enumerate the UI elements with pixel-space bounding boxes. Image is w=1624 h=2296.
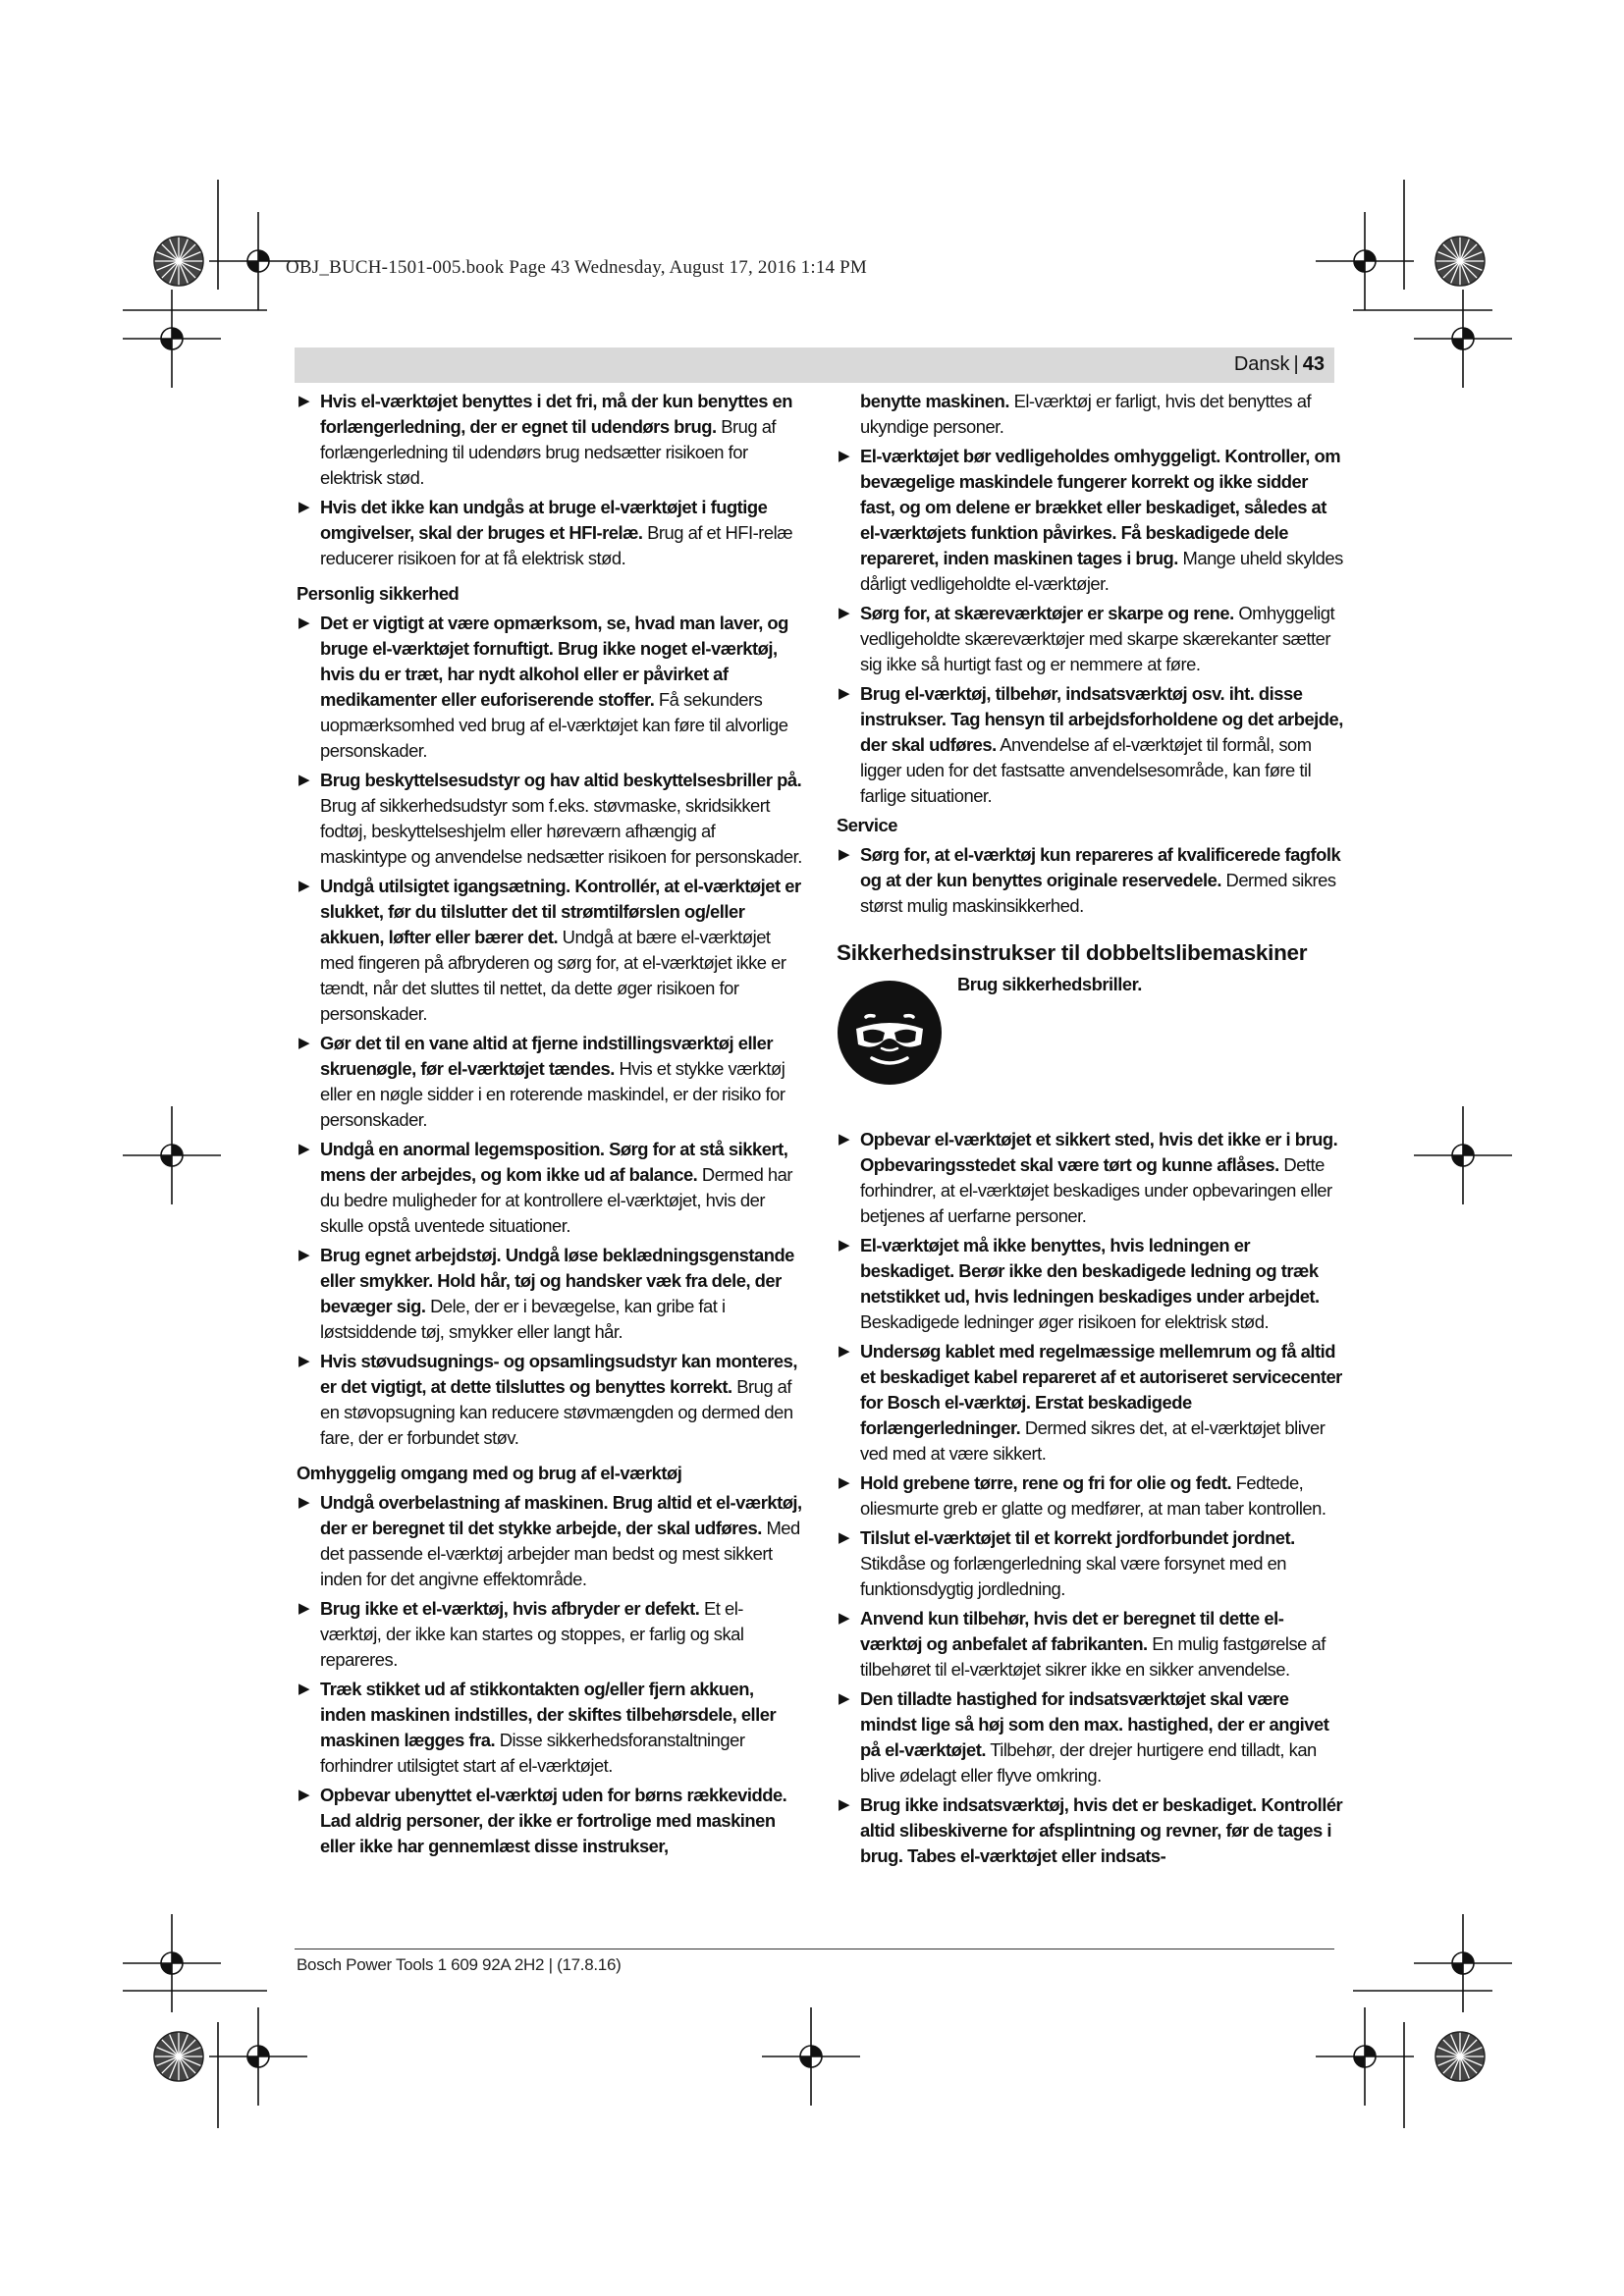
triangle-bullet-icon: ▶: [839, 846, 850, 863]
instruction-item: [297, 768, 803, 870]
item-emphasis: Undgå overbelastning af maskinen. Brug altid et el-værktøj, der er beregnet til det stykke arbejde, der skal udføres.: [320, 1492, 802, 1538]
footer: Bosch Power Tools 1 609 92A 2H2 | (17.8.16): [297, 1955, 622, 1974]
header-language: Dansk: [1233, 353, 1290, 375]
instruction-item: [297, 1596, 803, 1673]
item-emphasis: benytte maskinen.: [860, 391, 1009, 411]
triangle-bullet-icon: ▶: [298, 1681, 310, 1697]
item-emphasis: Brug el-værktøj, tilbehør, indsatsværktøj osv. iht. disse instrukser. Tag hensyn til arbejdsforholdene og det arbejde, der skal udføres.: [860, 683, 1343, 755]
instruction-item: [837, 1606, 1343, 1682]
instruction-item: [297, 389, 803, 491]
item-text: Brug af en støvopsugning kan reducere støvmængden og dermed den fare, der er forbundet støv.: [320, 1376, 793, 1448]
instruction-item: [297, 1677, 803, 1779]
item-text: Beskadigede ledninger øger risikoen for elektrisk stød.: [860, 1311, 1270, 1332]
instruction-item: [837, 1233, 1343, 1335]
item-text: Omhyggeligt vedligeholdte skæreværktøjer med skarpe skærekanter sætter sig ikke så hurtigt fast og er nemmere at føre.: [860, 603, 1335, 674]
item-emphasis: Træk stikket ud af stikkontakten og/eller fjern akkuen, inden maskinen indstilles, der skiftes tilbehørsdele, eller maskinen lægges fra.: [320, 1679, 777, 1750]
triangle-bullet-icon: ▶: [298, 1600, 310, 1617]
triangle-bullet-icon: ▶: [839, 1690, 850, 1707]
triangle-bullet-icon: ▶: [839, 1131, 850, 1148]
triangle-bullet-icon: ▶: [839, 448, 850, 464]
item-emphasis: Hvis støvudsugnings- og opsamlingsudstyr kan monteres, er det vigtigt, at dette tilsluttes og benyttes korrekt.: [320, 1351, 797, 1397]
triangle-bullet-icon: ▶: [298, 878, 310, 894]
item-text: Dette forhindrer, at el-værktøjet beskadiges under opbevaringen eller betjenes af uerfarne personer.: [860, 1154, 1332, 1226]
item-text: Med det passende el-værktøj arbejder man bedst og mest sikkert inden for det angivne effektområde.: [320, 1518, 800, 1589]
instruction-item: [837, 1686, 1343, 1789]
triangle-bullet-icon: ▶: [298, 614, 310, 631]
triangle-bullet-icon: ▶: [839, 1237, 850, 1254]
left-column: [297, 389, 803, 1863]
item-text: Tilbehør, der drejer hurtigere end tilladt, kan blive ødelagt eller flyve omkring.: [860, 1739, 1317, 1786]
instruction-item: [297, 1783, 803, 1859]
page-header-bar: [295, 347, 1334, 383]
item-emphasis: Brug ikke indsatsværktøj, hvis det er beskadiget. Kontrollér altid slibeskiverne for afsplintning og revner, før de tages i brug. Tabes el-værktøjet eller indsats-: [860, 1794, 1343, 1866]
instruction-item: [297, 1137, 803, 1239]
item-emphasis: Det er vigtigt at være opmærksom, se, hvad man laver, og bruge el-værktøjet fornuftigt. Brug ikke noget el-værktøj, hvis du er træt, har nydt alkohol eller er påvirket af medikamenter eller euforiserende stoffer.: [320, 613, 788, 710]
item-emphasis: Brug beskyttelsesudstyr og hav altid beskyttelsesbriller på.: [320, 770, 802, 790]
item-text: Dele, der er i bevægelse, kan gribe fat i løstsiddende tøj, smykker eller langt hår.: [320, 1296, 726, 1342]
triangle-bullet-icon: ▶: [298, 393, 310, 409]
item-emphasis: Brug ikke et el-værktøj, hvis afbryder er defekt.: [320, 1598, 700, 1619]
triangle-bullet-icon: ▶: [298, 772, 310, 788]
triangle-bullet-icon: ▶: [839, 1796, 850, 1813]
section-subheading: Omhyggelig omgang med og brug af el-værktøj: [297, 1463, 682, 1483]
item-emphasis: El-værktøjet må ikke benyttes, hvis ledningen er beskadiget. Berør ikke den beskadigede ledning og træk netstikket ud, hvis ledningen beskadiges under arbejdet.: [860, 1235, 1320, 1307]
triangle-bullet-icon: ▶: [298, 1141, 310, 1157]
item-text: Mange uheld skyldes dårligt vedligeholdte el-værktøjer.: [860, 548, 1343, 594]
item-emphasis: Hold grebene tørre, rene og fri for olie og fedt.: [860, 1472, 1232, 1493]
instruction-item: [297, 611, 803, 764]
item-text: Undgå at bære el-værktøjet med fingeren på afbryderen og sørg for, at el-værktøjet ikke er tændt, når det sluttes til nettet, da dette øger risikoen for personskader.: [320, 927, 786, 1024]
section-subheading: Personlig sikkerhed: [297, 583, 460, 604]
section-subheading: Service: [837, 815, 897, 835]
right-column: [837, 389, 1343, 1873]
safety-goggles-icon: [837, 980, 943, 1086]
page-header: [1234, 353, 1325, 376]
item-text: Fedtede, oliesmurte greb er glatte og medfører, at man taber kontrollen.: [860, 1472, 1326, 1519]
item-text: Hvis et stykke værktøj eller en nøgle sidder i en roterende maskindel, er der risiko for personskader.: [320, 1058, 785, 1130]
item-emphasis: Tilslut el-værktøjet til et korrekt jordforbundet jordnet.: [860, 1527, 1295, 1548]
instruction-item: [297, 1349, 803, 1451]
instruction-item: [297, 874, 803, 1027]
item-emphasis: Sørg for, at el-værktøj kun repareres af kvalificerede fagfolk og at der kun benyttes originale reservedele.: [860, 844, 1341, 890]
print-slug: OBJ_BUCH-1501-005.book Page 43 Wednesday, August 17, 2016 1:14 PM: [286, 257, 868, 278]
goggles-caption: Brug sikkerhedsbriller.: [957, 974, 1142, 994]
instruction-item: [297, 1490, 803, 1592]
triangle-bullet-icon: ▶: [839, 1610, 850, 1627]
triangle-bullet-icon: ▶: [839, 1529, 850, 1546]
item-text: Dermed sikres det, at el-værktøjet bliver ved med at være sikkert.: [860, 1417, 1326, 1464]
item-text: En mulig fastgørelse af tilbehøret til el-værktøjet sikrer ikke en sikker anvendelse.: [860, 1633, 1326, 1680]
triangle-bullet-icon: ▶: [298, 1247, 310, 1263]
instruction-item: [837, 1127, 1343, 1229]
item-text: Dermed har du bedre muligheder for at kontrollere el-værktøjet, hvis der skulle opstå uventede situationer.: [320, 1164, 793, 1236]
triangle-bullet-icon: ▶: [298, 499, 310, 515]
triangle-bullet-icon: ▶: [298, 1035, 310, 1051]
item-emphasis: Undersøg kablet med regelmæssige mellemrum og få altid et beskadiget kabel repareret af et autoriseret servicecenter for Bosch el-værktøj. Erstat beskadigede forlængerledninger.: [860, 1341, 1342, 1438]
instruction-item: [297, 1031, 803, 1133]
item-text: Brug af sikkerhedsudstyr som f.eks. støvmaske, skridsikkert fodtøj, beskyttelseshjelm eller høreværn afhængig af maskintype og anvendelse nedsætter risikoen for personskader.: [320, 795, 802, 867]
right-column-top: [837, 389, 1343, 919]
triangle-bullet-icon: ▶: [298, 1787, 310, 1803]
item-emphasis: El-værktøjet bør vedligeholdes omhyggeligt. Kontroller, om bevægelige maskindele fungerer korrekt og ikke sidder fast, og om delene er brækket eller beskadiget, således at el-værktøjets funktion påvirkes. Få beskadigede dele repareret, inden maskinen tages i brug.: [860, 446, 1341, 568]
instruction-item: [837, 1339, 1343, 1467]
goggles-notice: [837, 976, 1343, 1094]
item-text: Dermed sikres størst mulig maskinsikkerhed.: [860, 870, 1336, 916]
item-text: Et el-værktøj, der ikke kan startes og stoppes, er farlig og skal repareres.: [320, 1598, 744, 1670]
item-text: El-værktøj er farligt, hvis det benyttes af ukyndige personer.: [860, 391, 1312, 437]
section-heading: Sikkerhedsinstrukser til dobbeltslibemaskiner: [837, 940, 1308, 965]
item-text: Stikdåse og forlængerledning skal være forsynet med en funktionsdygtig jordledning.: [860, 1553, 1287, 1599]
item-emphasis: Brug egnet arbejdstøj. Undgå løse beklædningsgenstande eller smykker. Hold hår, tøj og handsker væk fra dele, der bevæger sig.: [320, 1245, 794, 1316]
item-text: Brug af forlængerledning til udendørs brug nedsætter risikoen for elektrisk stød.: [320, 416, 777, 488]
triangle-bullet-icon: ▶: [839, 685, 850, 702]
right-column-bottom: [837, 1127, 1343, 1869]
triangle-bullet-icon: ▶: [839, 605, 850, 621]
instruction-item: [837, 444, 1343, 597]
item-emphasis: Gør det til en vane altid at fjerne indstillingsværktøj eller skruenøgle, før el-værktøjet tændes.: [320, 1033, 774, 1079]
item-text: Disse sikkerhedsforanstaltninger forhindrer utilsigtet start af el-værktøjet.: [320, 1730, 745, 1776]
item-emphasis: Undgå utilsigtet igangsætning. Kontrollér, at el-værktøjet er slukket, før du tilslutter det til strømtilførslen og/eller akkuen, løfter eller bærer det.: [320, 876, 801, 947]
item-text: Brug af et HFI-relæ reducerer risikoen for at få elektrisk stød.: [320, 522, 793, 568]
item-text: Anvendelse af el-værktøjet til formål, som ligger uden for det fastsatte anvendelsesområde, kan føre til farlige situationer.: [860, 734, 1312, 806]
paragraph-continuation: [837, 389, 1343, 440]
item-emphasis: Anvend kun tilbehør, hvis det er beregnet til dette el-værktøj og anbefalet af fabrikanten.: [860, 1608, 1284, 1654]
triangle-bullet-icon: ▶: [298, 1353, 310, 1369]
item-emphasis: Hvis el-værktøjet benyttes i det fri, må der kun benyttes en forlængerledning, der er egnet til udendørs brug.: [320, 391, 792, 437]
instruction-item: [837, 1525, 1343, 1602]
item-emphasis: Hvis det ikke kan undgås at bruge el-værktøjet i fugtige omgivelser, skal der bruges et HFI-relæ.: [320, 497, 768, 543]
triangle-bullet-icon: ▶: [839, 1474, 850, 1491]
item-emphasis: Den tilladte hastighed for indsatsværktøjet skal være mindst lige så høj som den max. hastighed, der er angivet på el-værktøjet.: [860, 1688, 1329, 1760]
instruction-item: [837, 1792, 1343, 1869]
triangle-bullet-icon: ▶: [298, 1494, 310, 1511]
instruction-item: [837, 681, 1343, 809]
instruction-item: [837, 842, 1343, 919]
instruction-item: [837, 1470, 1343, 1522]
item-emphasis: Undgå en anormal legemsposition. Sørg for at stå sikkert, mens der arbejdes, og kom ikke ud af balance.: [320, 1139, 788, 1185]
item-emphasis: Sørg for, at skæreværktøjer er skarpe og rene.: [860, 603, 1234, 623]
header-separator: |: [1293, 353, 1299, 375]
instruction-item: [297, 495, 803, 571]
page-number: 43: [1302, 353, 1325, 375]
item-text: Få sekunders uopmærksomhed ved brug af el-værktøjet kan føre til alvorlige personskader.: [320, 689, 788, 761]
instruction-item: [297, 1243, 803, 1345]
item-emphasis: Opbevar ubenyttet el-værktøj uden for børns rækkevidde. Lad aldrig personer, der ikke er fortrolige med maskinen eller ikke har gennemlæst disse instrukser,: [320, 1785, 787, 1856]
instruction-item: [837, 601, 1343, 677]
item-emphasis: Opbevar el-værktøjet et sikkert sted, hvis det ikke er i brug. Opbevaringsstedet skal være tørt og kunne aflåses.: [860, 1129, 1338, 1175]
triangle-bullet-icon: ▶: [839, 1343, 850, 1360]
